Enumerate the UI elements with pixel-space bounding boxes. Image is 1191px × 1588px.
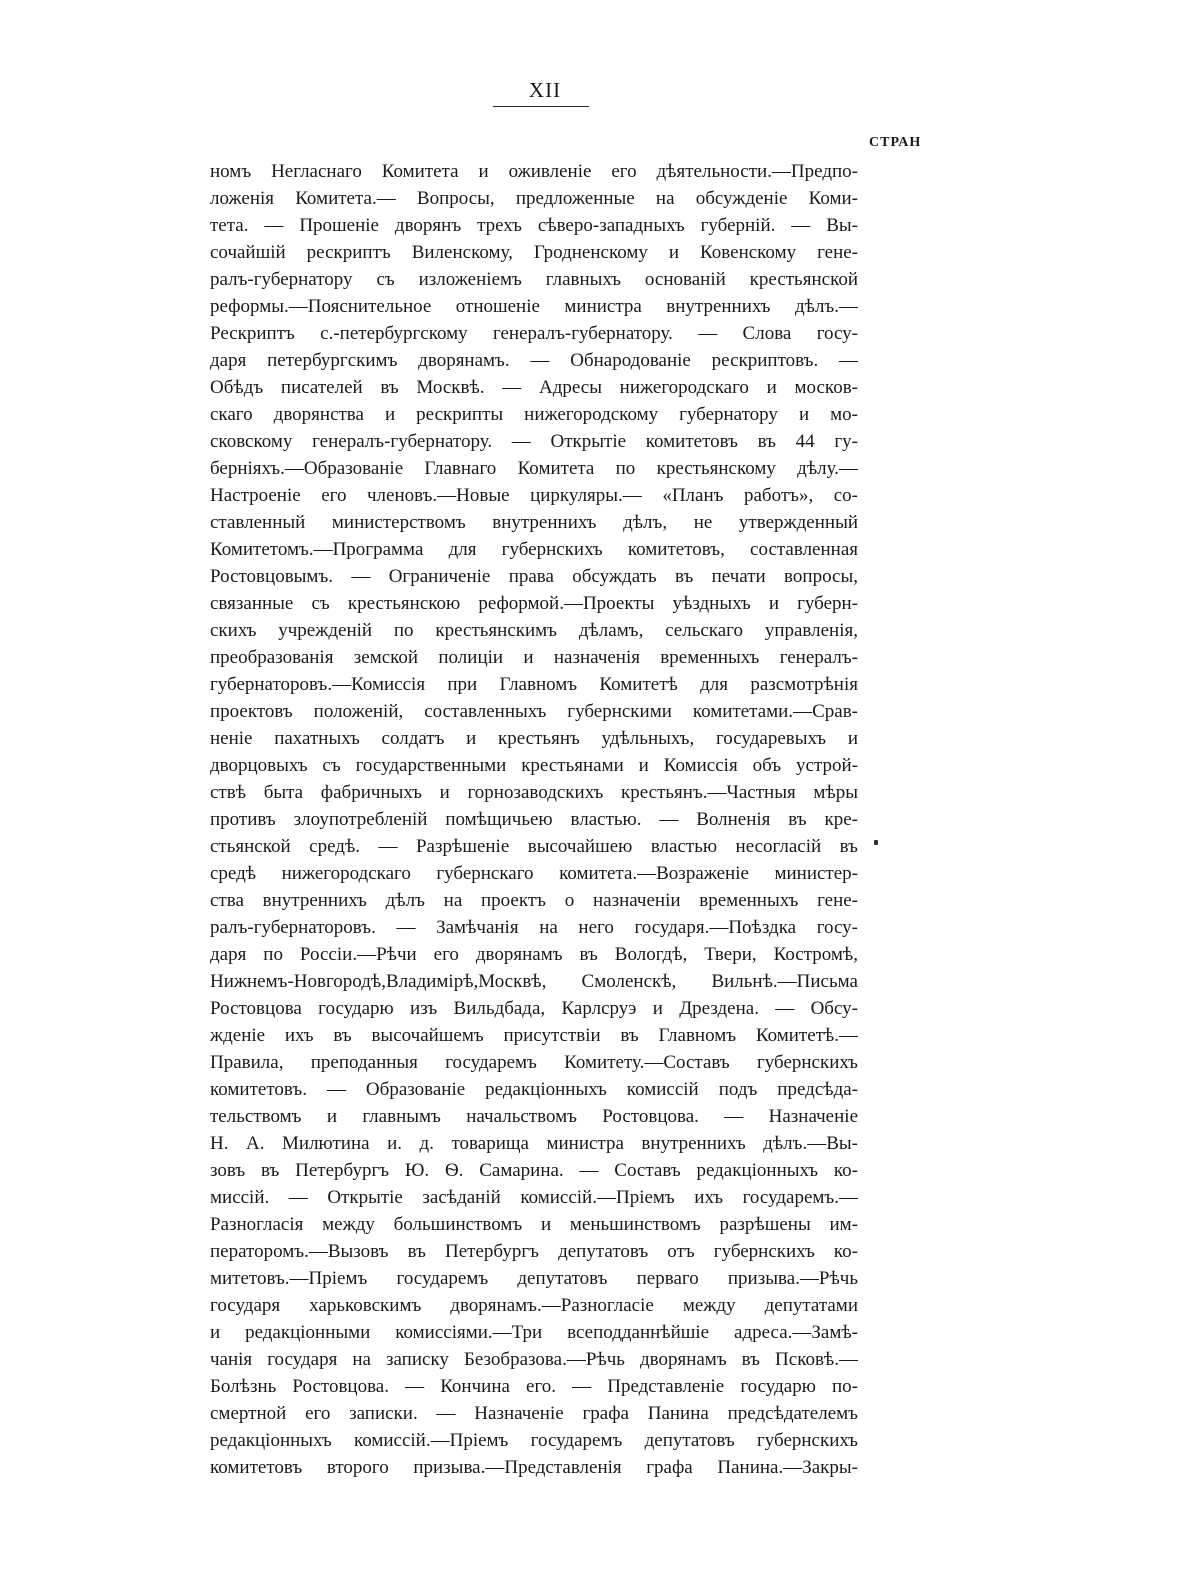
- text-line: даря петербургскимъ дворянамъ. — Обнародованіе рескриптовъ. —: [210, 350, 858, 371]
- text-line: Комитетомъ.—Программа для губернскихъ комитетовъ, составленная: [210, 539, 858, 560]
- text-line: скихъ учрежденій по крестьянскимъ дѣламъ, сельскаго управленія,: [210, 620, 858, 641]
- text-line: ставленный министерствомъ внутреннихъ дѣлъ, не утвержденный: [210, 512, 858, 533]
- text-line: Болѣзнь Ростовцова. — Кончина его. — Представленіе государю по-: [210, 1376, 858, 1397]
- text-line: государя харьковскимъ дворянамъ.—Разногласіе между депутатами: [210, 1295, 858, 1316]
- text-line: и редакціонными комиссіями.—Три всеподданнѣйшіе адреса.—Замѣ-: [210, 1322, 858, 1343]
- text-line: номъ Негласнаго Комитета и оживленіе его дѣятельности.—Предпо-: [210, 161, 858, 182]
- text-line: скаго дворянства и рескрипты нижегородскому губернатору и мо-: [210, 404, 858, 425]
- text-line: ралъ-губернаторовъ. — Замѣчанія на него государя.—Поѣздка госу-: [210, 917, 858, 938]
- text-line: комитетовъ. — Образованіе редакціонныхъ комиссій подъ предсѣда-: [210, 1079, 858, 1100]
- text-line: ператоромъ.—Вызовъ въ Петербургъ депутатовъ отъ губернскихъ ко-: [210, 1241, 858, 1262]
- text-line: Обѣдъ писателей въ Москвѣ. — Адресы нижегородскаго и москов-: [210, 377, 858, 398]
- text-line: ства внутреннихъ дѣлъ на проектъ о назначеніи временныхъ гене-: [210, 890, 858, 911]
- text-line: Ростовцовымъ. — Ограниченіе права обсуждать въ печати вопросы,: [210, 566, 858, 587]
- text-line: берніяхъ.—Образованіе Главнаго Комитета по крестьянскому дѣлу.—: [210, 458, 858, 479]
- text-line: Нижнемъ-Новгородѣ,Владимірѣ,Москвѣ, Смоленскѣ, Вильнѣ.—Письма: [210, 971, 858, 992]
- text-line: сковскому генералъ-губернатору. — Открытіе комитетовъ въ 44 гу-: [210, 431, 858, 452]
- page-number: XII: [528, 78, 562, 102]
- text-line: миссій. — Открытіе засѣданій комиссій.—Пріемъ ихъ государемъ.—: [210, 1187, 858, 1208]
- text-line: Н. А. Милютина и. д. товарища министра внутреннихъ дѣлъ.—Вы-: [210, 1133, 858, 1154]
- text-line: даря по Россіи.—Рѣчи его дворянамъ въ Вологдѣ, Твери, Костромѣ,: [210, 944, 858, 965]
- text-line: проектовъ положеній, составленныхъ губернскими комитетами.—Срав-: [210, 701, 858, 722]
- text-line: ложенія Комитета.— Вопросы, предложенные на обсужденіе Коми-: [210, 188, 858, 209]
- body-text: [210, 158, 858, 1481]
- text-line: стьянской средѣ. — Разрѣшеніе высочайшею властью несогласій въ: [210, 836, 858, 857]
- text-line: комитетовъ второго призыва.—Представленія графа Панина.—Закры-: [210, 1457, 858, 1478]
- page-number-rule: [493, 106, 589, 107]
- text-line: реформы.—Пояснительное отношеніе министра внутреннихъ дѣлъ.—: [210, 296, 858, 317]
- text-line: Настроеніе его членовъ.—Новые циркуляры.— «Планъ работъ», со-: [210, 485, 858, 506]
- text-line: митетовъ.—Пріемъ государемъ депутатовъ перваго призыва.—Рѣчь: [210, 1268, 858, 1289]
- margin-mark: [874, 840, 878, 845]
- column-label: СТРАН: [869, 135, 922, 150]
- text-line: ствѣ быта фабричныхъ и горнозаводскихъ крестьянъ.—Частныя мѣры: [210, 782, 858, 803]
- text-line: жденіе ихъ въ высочайшемъ присутствіи въ Главномъ Комитетѣ.—: [210, 1025, 858, 1046]
- text-line: противъ злоупотребленій помѣщичьею властью. — Волненія въ кре-: [210, 809, 858, 830]
- text-line: смертной его записки. — Назначеніе графа Панина предсѣдателемъ: [210, 1403, 858, 1424]
- text-line: неніе пахатныхъ солдатъ и крестьянъ удѣльныхъ, государевыхъ и: [210, 728, 858, 749]
- text-line: дворцовыхъ съ государственными крестьянами и Комиссія объ устрой-: [210, 755, 858, 776]
- text-line: Ростовцова государю изъ Вильдбада, Карлсруэ и Дрездена. — Обсу-: [210, 998, 858, 1019]
- text-line: сочайшій рескриптъ Виленскому, Гродненскому и Ковенскому гене-: [210, 242, 858, 263]
- text-line: преобразованія земской полиціи и назначенія временныхъ генералъ-: [210, 647, 858, 668]
- text-line: ралъ-губернатору съ изложеніемъ главныхъ основаній крестьянской: [210, 269, 858, 290]
- text-line: средѣ нижегородскаго губернскаго комитета.—Возраженіе министер-: [210, 863, 858, 884]
- text-line: тельствомъ и главнымъ начальствомъ Ростовцова. — Назначеніе: [210, 1106, 858, 1127]
- text-line: Правила, преподанныя государемъ Комитету.—Составъ губернскихъ: [210, 1052, 858, 1073]
- text-line: Разногласія между большинствомъ и меньшинствомъ разрѣшены им-: [210, 1214, 858, 1235]
- text-line: губернаторовъ.—Комиссія при Главномъ Комитетѣ для разсмотрѣнія: [210, 674, 858, 695]
- text-line: зовъ въ Петербургъ Ю. Ѳ. Самарина. — Составъ редакціонныхъ ко-: [210, 1160, 858, 1181]
- text-line: редакціонныхъ комиссій.—Пріемъ государемъ депутатовъ губернскихъ: [210, 1430, 858, 1451]
- text-line: связанные съ крестьянскою реформой.—Проекты уѣздныхъ и губерн-: [210, 593, 858, 614]
- text-line: тета. — Прошеніе дворянъ трехъ сѣверо-западныхъ губерній. — Вы-: [210, 215, 858, 236]
- text-line: Рескриптъ с.-петербургскому генералъ-губернатору. — Слова госу-: [210, 323, 858, 344]
- text-line: чанія государя на записку Безобразова.—Рѣчь дворянамъ въ Псковѣ.—: [210, 1349, 858, 1370]
